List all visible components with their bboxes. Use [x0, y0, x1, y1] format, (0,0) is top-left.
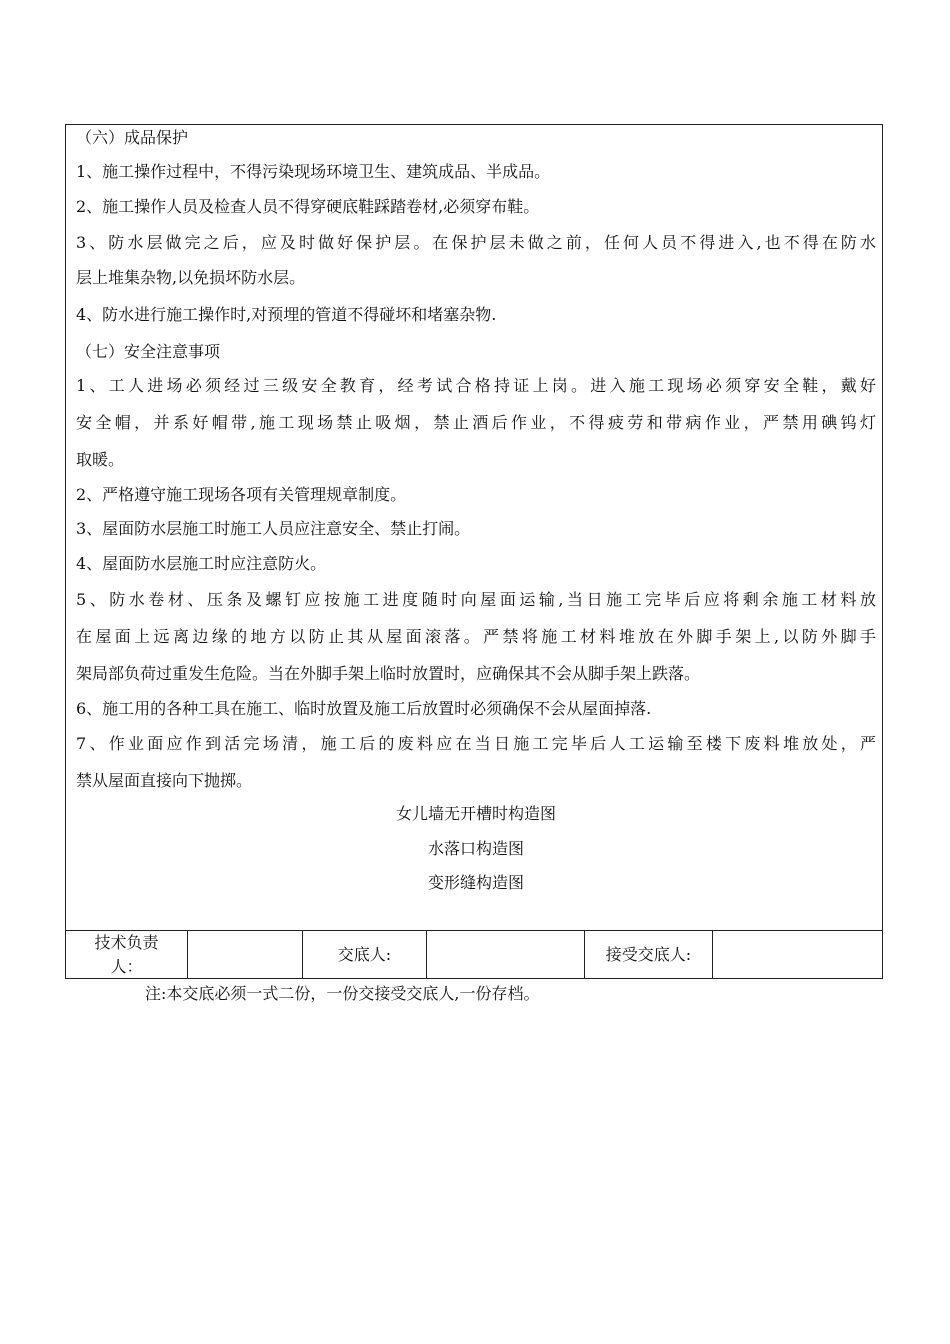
handover-label: 交底人: — [303, 931, 427, 979]
document-frame — [65, 124, 883, 979]
paragraph: 1、施工操作过程中，不得污染现场环境卫生、建筑成品、半成品。 — [76, 162, 551, 181]
paragraph: 7、作业面应作到活完场清，施工后的废料应在当日施工完毕后人工运输至楼下废料堆放处，严 — [76, 734, 876, 753]
paragraph: 取暖。 — [76, 450, 125, 469]
tech-lead-label: 技术负责人： — [66, 931, 188, 979]
paragraph: 5、防水卷材、压条及螺钉应按施工进度随时向屋面运输,当日施工完毕后应将剩余施工材料放 — [76, 590, 876, 609]
paragraph: 3、防水层做完之后，应及时做好保护层。在保护层未做之前，任何人员不得进入,也不得在防水 — [76, 233, 876, 252]
paragraph: 6、施工用的各种工具在施工、临时放置及施工后放置时必须确保不会从屋面掉落. — [76, 699, 652, 718]
receiver-field[interactable] — [713, 931, 882, 979]
paragraph: 4、屋面防水层施工时应注意防火。 — [76, 554, 327, 573]
paragraph: 4、防水进行施工操作时,对预埋的管道不得碰坏和堵塞杂物. — [76, 305, 497, 324]
figure-caption: 变形缝构造图 — [427, 873, 524, 892]
paragraph: 在屋面上远离边缘的地方以防止其从屋面滚落。严禁将施工材料堆放在外脚手架上,以防外脚手 — [76, 627, 876, 646]
paragraph: 3、屋面防水层施工时施工人员应注意安全、禁止打闹。 — [76, 519, 471, 538]
paragraph: 1、工人进场必须经过三级安全教育，经考试合格持证上岗。进入施工现场必须穿安全鞋，戴好 — [76, 376, 876, 395]
paragraph: 层上堆集杂物,以免损坏防水层。 — [76, 268, 306, 287]
paragraph: 禁从屋面直接向下抛掷。 — [76, 771, 253, 790]
paragraph: 2、施工操作人员及检查人员不得穿硬底鞋踩踏卷材,必须穿布鞋。 — [76, 197, 540, 216]
receiver-label: 接受交底人: — [585, 931, 713, 979]
paragraph: 安全帽，并系好帽带,施工现场禁止吸烟，禁止酒后作业，不得疲劳和带病作业，严禁用碘钨灯 — [76, 413, 876, 432]
section-seven-heading: （七）安全注意事项 — [76, 342, 221, 361]
paragraph: 架局部负荷过重发生危险。当在外脚手架上临时放置时，应确保其不会从脚手架上跌落。 — [76, 664, 701, 683]
figure-caption: 女儿墙无开槽时构造图 — [395, 804, 556, 823]
footnote: 注:本交底必须一式二份，一份交接受交底人,一份存档。 — [145, 984, 540, 1003]
figure-caption: 水落口构造图 — [427, 839, 524, 858]
handover-field[interactable] — [427, 931, 585, 979]
paragraph: 2、严格遵守施工现场各项有关管理规章制度。 — [76, 485, 407, 504]
signature-row — [66, 930, 882, 979]
section-six-heading: （六）成品保护 — [76, 128, 189, 147]
tech-lead-field[interactable] — [188, 931, 303, 979]
